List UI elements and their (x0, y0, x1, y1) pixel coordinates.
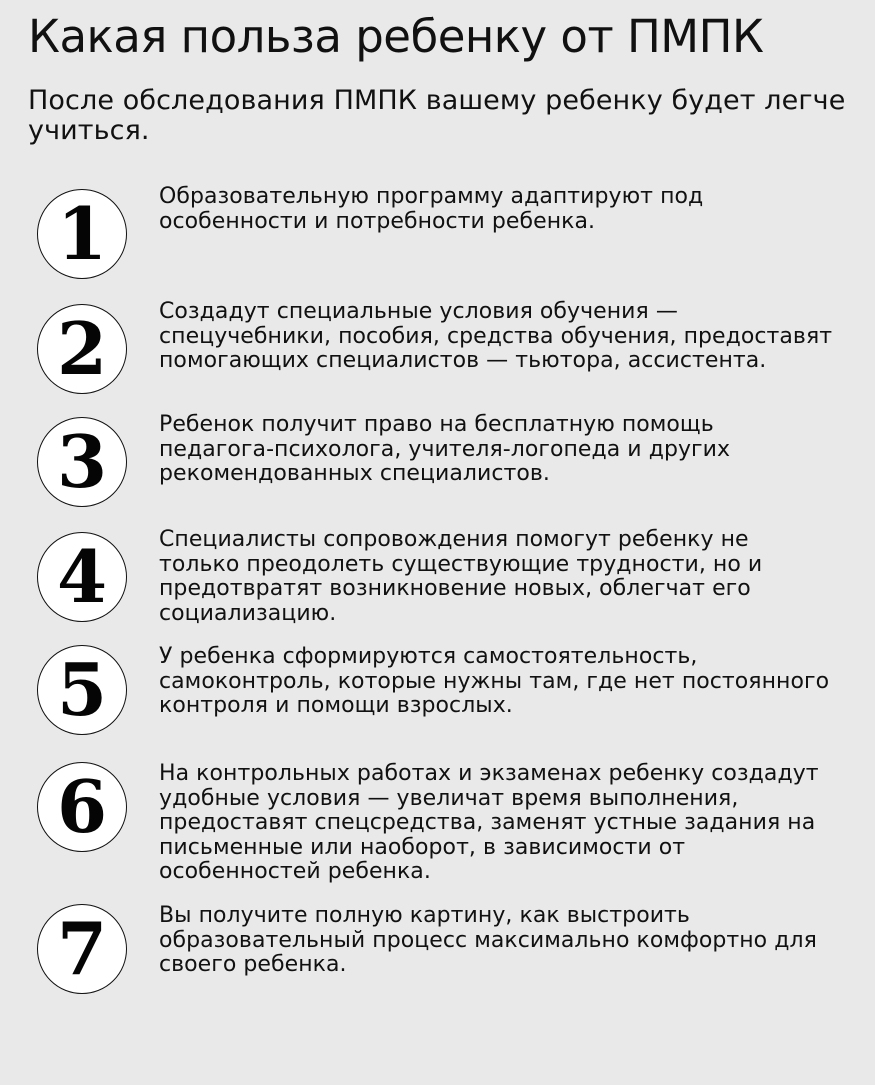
page-subtitle: После обследования ПМПК вашему ребенку будет легче учиться. (28, 85, 846, 146)
number-badge-6 (37, 762, 127, 852)
benefit-item-4 (0, 528, 875, 638)
number-badge-1 (37, 189, 127, 279)
number-badge-2 (37, 304, 127, 394)
benefit-text-5: У ребенка сформируются самостоятельность, самоконтроль, которые нужны там, где нет постоянного контроля и помощи взрослых. (159, 644, 830, 718)
benefit-text-1: Образовательную программу адаптируют под особенности и потребности ребенка. (159, 184, 704, 234)
benefit-item-7 (0, 904, 875, 1014)
number-badge-3 (37, 417, 127, 507)
benefit-text-7: Вы получите полную картину, как выстроить образовательный процесс максимально комфортно для своего ребенка. (159, 903, 817, 977)
benefit-item-2 (0, 300, 875, 410)
number-5: 5 (56, 647, 108, 732)
number-7: 7 (56, 906, 108, 991)
number-4: 4 (56, 534, 108, 619)
benefit-text-6: На контрольных работах и экзаменах ребенку создадут удобные условия — увеличат время выполнения, предоставят спецсредства, заменят устные задания на письменные или наоборот, в зависимости от особенностей ребенка. (159, 761, 819, 884)
benefit-item-6 (0, 761, 875, 884)
number-badge-5 (37, 645, 127, 735)
benefit-item-5 (0, 645, 875, 755)
number-badge-4 (37, 532, 127, 622)
number-6: 6 (56, 764, 108, 849)
number-badge-7 (37, 904, 127, 994)
number-2: 2 (56, 306, 108, 391)
benefit-item-3 (0, 413, 875, 523)
page-title: Какая польза ребенку от ПМПК (28, 10, 764, 63)
benefit-text-3: Ребенок получит право на бесплатную помощь педагога-психолога, учителя-логопеда и других рекомендованных специалистов. (159, 412, 731, 486)
number-3: 3 (56, 419, 108, 504)
number-1: 1 (56, 191, 108, 276)
benefit-text-4: Специалисты сопровождения помогут ребенку не только преодолеть существующие трудности, но и предотвратят возникновение новых, облегчат его социализацию. (159, 527, 763, 626)
benefit-item-1 (0, 185, 875, 295)
benefit-text-2: Создадут специальные условия обучения — спецучебники, пособия, средства обучения, предоставят помогающих специалистов — тьютора, ассистента. (159, 299, 833, 373)
